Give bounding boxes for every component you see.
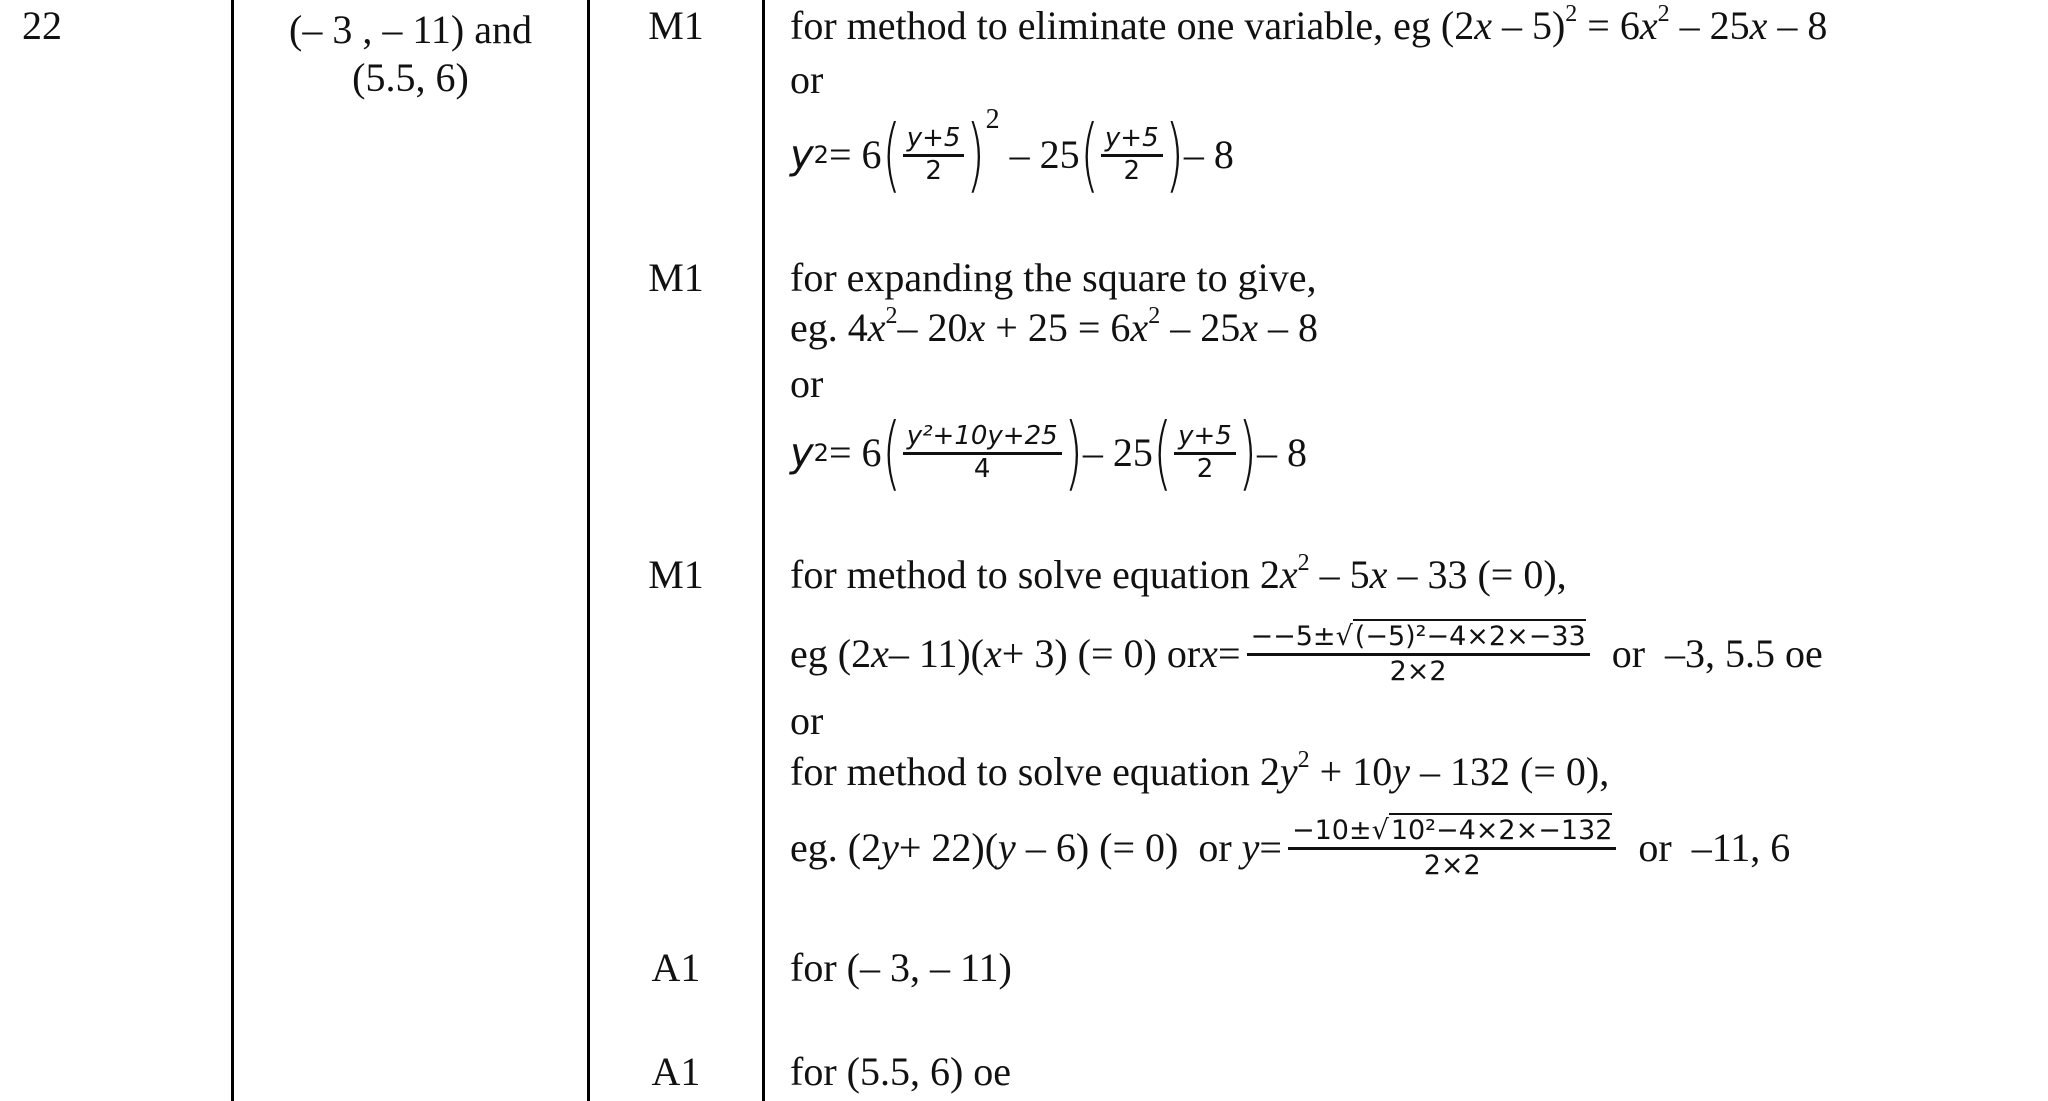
quadratic-formula-x: $\frac{\text{−−5±√(−5)²−4×2×−33}}{2\times 2}$ <box>1247 621 1590 686</box>
left-paren: ( <box>1079 108 1099 201</box>
right-paren: ) <box>1164 108 1184 201</box>
mark-m1-solve: M1 <box>648 552 704 597</box>
mark-a1-first: A1 <box>651 945 701 990</box>
answer-line-2: (5.5, 6) <box>352 55 469 100</box>
left-paren: ( <box>1153 406 1172 499</box>
fraction: $\frac{\text{y²+10y+25}}{4}$ <box>903 422 1062 485</box>
guidance-solve-x-eg: eg (2 x – 11)( x + 3) (= 0) or x = $\frac{\text{−−5±√(−5)²−4×2×−33}}{2\times 2}$ or –3, 5.5 oe <box>790 621 1823 687</box>
guidance-eliminate-line: for method to eliminate one variable, eg $(2x - 5)^2 = 6x^2 - 25x - 8$ <box>790 1 1828 48</box>
guidance-or-3: or <box>790 698 824 743</box>
answer-line-1: (– 3 , – 11) and <box>289 7 532 52</box>
guidance-expanding-eg: eg. $4x^2-$ $20x + 25 = 6x^2 - 25x - 8$ <box>790 303 1318 350</box>
column-divider-3 <box>762 0 765 1101</box>
guidance-solve-y-eg: eg. (2 y + 22)( y – 6) (= 0) or y = $\frac{\text{−10±√10²−4×2×−132}}{2\times 2}$ or –11, 6 <box>790 815 1791 881</box>
guidance-a1-second: for (5.5, 6) oe <box>790 1049 1012 1094</box>
fraction: $\frac{y+5}{2}$ <box>1174 422 1236 485</box>
right-paren: ) <box>966 108 986 201</box>
guidance-a1-first: for (– 3, – 11) <box>790 945 1012 990</box>
fraction: $\frac{y+5}{2}$ <box>903 124 965 187</box>
right-paren: ) <box>1238 406 1257 499</box>
right-paren: ) <box>1063 406 1083 499</box>
guidance-solve-y-line: for method to solve equation $2y^2 + 10y - 132$ (= 0), <box>790 747 1610 794</box>
guidance-or-1: or <box>790 57 824 102</box>
guidance-solve-x-line: for method to solve equation $2x^2 - 5x - 33$ (= 0), <box>790 550 1567 597</box>
question-number: 22 <box>22 3 62 48</box>
formula-y-squared-2: y 2 = 6 ( $\frac{\text{y²+10y+25}}{4}$ ) – 25 ( $\frac{y+5}{2}$ ) – 8 <box>790 406 1308 499</box>
guidance-expanding-line: for expanding the square to give, <box>790 255 1317 300</box>
fraction: $\frac{y+5}{2}$ <box>1101 124 1163 187</box>
mark-column <box>590 0 762 1101</box>
quadratic-formula-y: $\frac{\text{−10±√10²−4×2×−132}}{2\times 2}$ <box>1288 815 1616 880</box>
left-paren: ( <box>881 406 901 499</box>
answer-cell <box>234 6 587 102</box>
column-divider-1 <box>231 0 234 1101</box>
guidance-or-2: or <box>790 361 824 406</box>
mark-m1-expand: M1 <box>648 255 704 300</box>
left-paren: ( <box>881 108 901 201</box>
formula-y-squared-1: y 2 = 6 ( $\frac{y+5}{2}$ ) 2 – 25 ( $\frac{y+5}{2}$ ) – 8 <box>790 104 1234 201</box>
mark-m1-eliminate: M1 <box>648 3 704 48</box>
mark-a1-second: A1 <box>651 1049 701 1094</box>
